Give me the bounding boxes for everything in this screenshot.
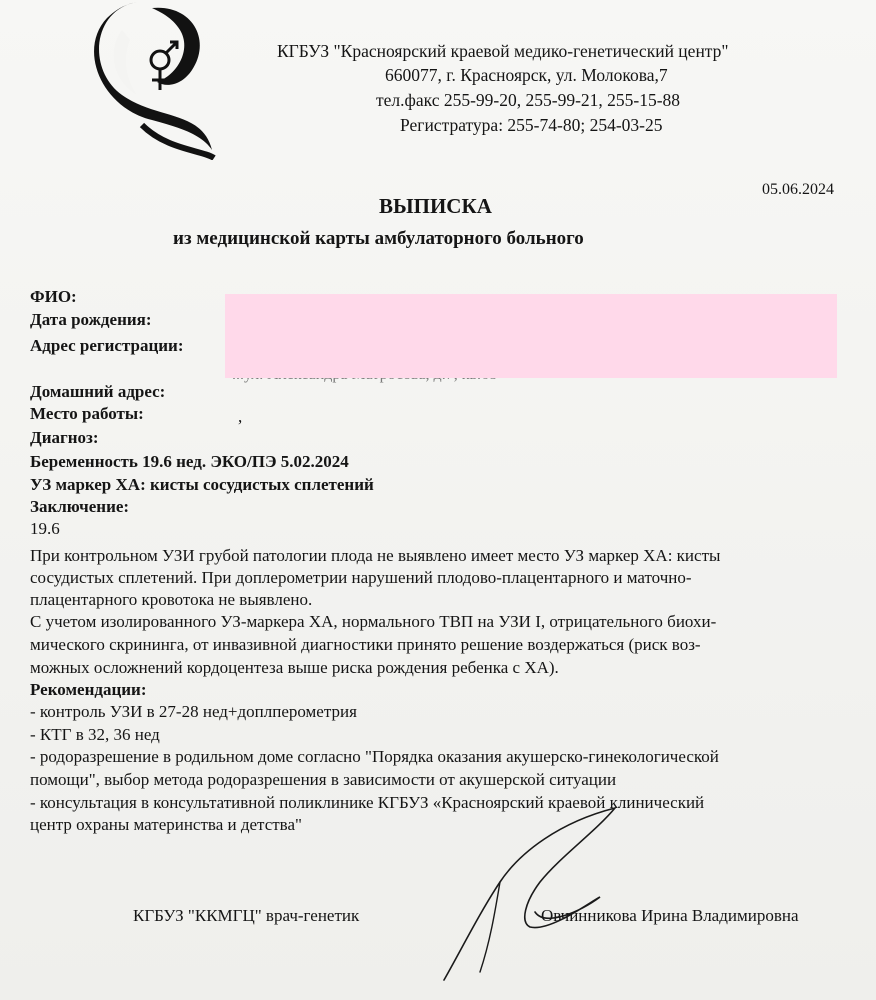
clinic-logo: [82, 0, 217, 160]
recommendation-item: - КТГ в 32, 36 нед: [30, 725, 160, 744]
recommendation-item: помощи", выбор метода родоразрешения в зависимости от акушерской ситуации: [30, 770, 617, 789]
reg-address-label: Адрес регистрации:: [30, 336, 184, 355]
birth-label: Дата рождения:: [30, 310, 152, 329]
doctor-name: Овчинникова Ирина Владимировна: [541, 906, 799, 925]
recommendation-item: центр охраны материнства и детства": [30, 815, 302, 834]
header-registry: Регистратура: 255-74-80; 254-03-25: [400, 115, 663, 135]
conclusion-line: 19.6: [30, 519, 60, 538]
home-address-label: Домашний адрес:: [30, 382, 166, 401]
recommendation-item: - родоразрешение в родильном доме согласно "Порядка оказания акушерско-гинекологической: [30, 747, 719, 766]
document-title: ВЫПИСКА: [379, 194, 492, 218]
conclusion-line: С учетом изолированного УЗ-маркера ХА, нормального ТВП на УЗИ I, отрицательного биохи-: [30, 612, 717, 631]
conclusion-line: сосудистых сплетений. При доплерометрии нарушений плодово-плацентарного и маточно-: [30, 568, 692, 587]
signature: [440, 802, 640, 992]
document-date: 05.06.2024: [762, 181, 834, 198]
recommendations-label: Рекомендации:: [30, 680, 147, 699]
footer-org: КГБУЗ "ККМГЦ" врач-генетик: [133, 906, 360, 925]
recommendation-item: - консультация в консультативной поликлинике КГБУЗ «Красноярский краевой клинический: [30, 793, 705, 812]
document-subtitle: из медицинской карты амбулаторного больного: [173, 228, 584, 249]
conclusion-label: Заключение:: [30, 497, 130, 516]
recommendation-item: - контроль УЗИ в 27-28 нед+доплперометрия: [30, 702, 357, 721]
header-address: 660077, г. Красноярск, ул. Молокова,7: [385, 65, 668, 85]
header-phones: тел.факс 255-99-20, 255-99-21, 255-15-88: [376, 90, 681, 110]
diagnosis-label: Диагноз:: [30, 428, 99, 447]
diagnosis-line-1: Беременность 19.6 нед. ЭКО/ПЭ 5.02.2024: [30, 452, 349, 471]
redaction-box: [225, 294, 837, 378]
work-label: Место работы:: [30, 404, 144, 423]
conclusion-line: можных осложнений кордоцентеза выше риска рождения ребенка с ХА).: [30, 658, 559, 677]
fio-label: ФИО:: [30, 287, 77, 306]
conclusion-line: При контрольном УЗИ грубой патологии плода не выявлено имеет место УЗ маркер ХА: кисты: [30, 546, 721, 565]
conclusion-line: плацентарного кровотока не выявлено.: [30, 590, 313, 609]
conclusion-line: мического скрининга, от инвазивной диагностики принято решение воздержаться (риск воз-: [30, 635, 701, 654]
diagnosis-line-2: УЗ маркер ХА: кисты сосудистых сплетений: [30, 475, 374, 494]
header-org: КГБУЗ "Красноярский краевой медико-генетический центр": [277, 41, 729, 61]
work-value: ,: [238, 407, 243, 426]
